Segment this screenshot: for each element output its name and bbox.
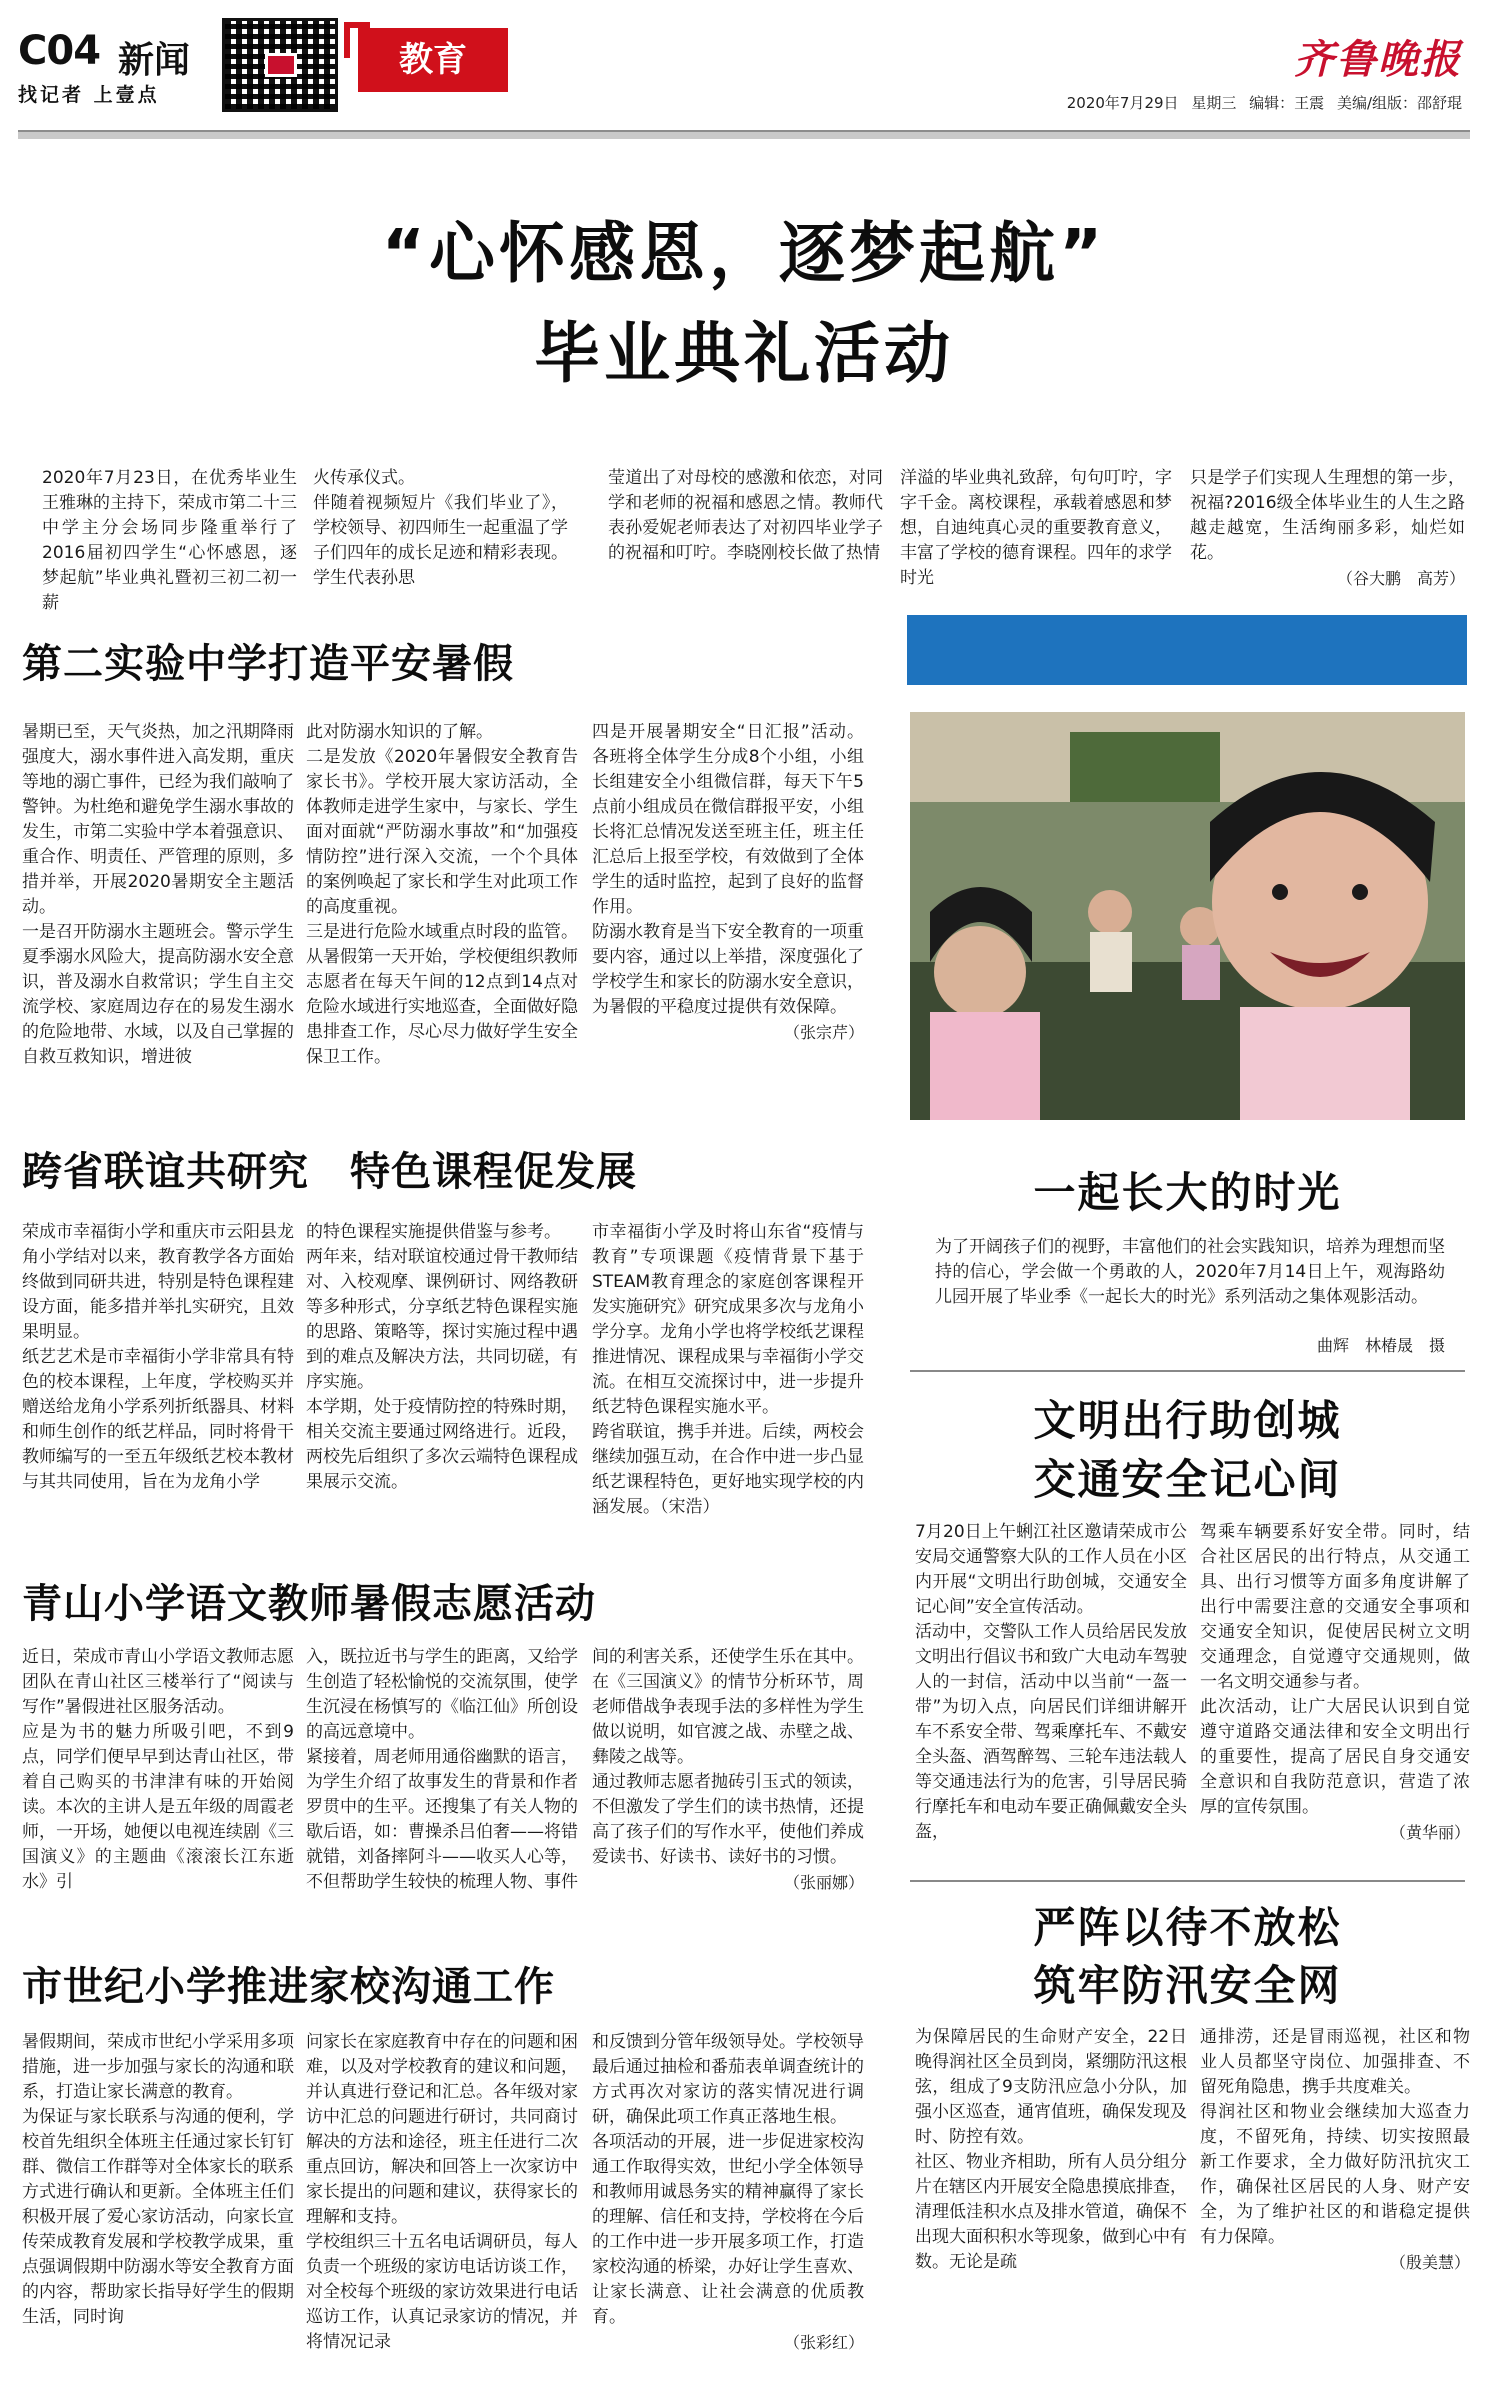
lead-col-3: 莹道出了对母校的感激和依恋，对同学和老师的祝福和感恩之情。教师代表孙爱妮老师表达了对初四毕业学子的祝福和叮咛。李晓刚校长做了热情 <box>608 468 883 563</box>
article2-col-2: 的特色课程实施提供借鉴与参考。 两年来，结对联谊校通过骨干教师结对、入校观摩、课例研讨、网络教研等多种形式，分享纸艺特色课程实施的思路、策略等，探讨实施过程中遇到的难点及解决方法，共同切磋，有序实施。 本学期，处于疫情防控的特殊时期，相关交流主要通过网络进行。近段，两校先后组织了多次云端特色课程成果展示交流。 <box>306 1222 578 1492</box>
article3-col-3-text: 间的利害关系，还使学生乐在其中。在《三国演义》的情节分析环节，周老师借战争表现手法的多样性为学生做以说明，如官渡之战、赤壁之战、彝陵之战等。 通过教师志愿者抛砖引玉式的领读，不但激发了学生们的读书热情，还提高了孩子们的写作水平，使他们养成爱读书、好读书、读好书的习惯。 <box>592 1647 864 1867</box>
article5-col-2-text: 驾乘车辆要系好安全带。同时，结合社区居民的出行特点，从交通工具、出行习惯等方面多角度讲解了出行中需要注意的交通安全事项和交通安全知识，促使居民树立文明交通理念，自觉遵守交通规则，做一名文明交通参与者。 此次活动，让广大居民认识到自觉遵守道路交通法律和安全文明出行的重要性，提高了居民自身交通安全意识和自我防范意识，营造了浓厚的宣传氛围。 <box>1200 1522 1470 1817</box>
photo-story-credit: 曲辉 林椿晟 摄 <box>1316 1336 1445 1355</box>
lead-col-1: 2020年7月23日，在优秀毕业生王雅琳的主持下，荣成市第二十三中学主分会场同步隆重举行了2016届初四学生“心怀感恩，逐梦起航”毕业典礼暨初三初二初一薪 <box>42 468 297 613</box>
photo-story-title: 一起长大的时光 <box>1033 1168 1342 1217</box>
photo-illustration <box>910 712 1465 1120</box>
article6-col-2-text: 通排涝，还是冒雨巡视，社区和物业人员都坚守岗位、加强排查、不留死角隐患，携手共度难关。 得润社区和物业会继续加大巡查力度，不留死角，持续、切实按照最新工作要求，全力做好防汛抗灾工作，确保社区居民的人身、财产安全，为了维护社区的和谐稳定提供有力保障。 <box>1200 2027 1470 2247</box>
article6-title-line2: 筑牢防汛安全网 <box>1033 1961 1342 2010</box>
article6-col-2 <box>1200 2025 1470 2275</box>
lead-col-2 <box>313 466 568 591</box>
masthead-divider <box>18 130 1470 139</box>
article5-byline: （黄华丽） <box>1389 1823 1470 1842</box>
article4-title: 市世纪小学推进家校沟通工作 <box>22 1964 555 2010</box>
lead-title-line2: 毕业典礼活动 <box>534 315 954 392</box>
slogan: 找记者 上壹点 <box>18 84 160 106</box>
article3-col-2: 入，既拉近书与学生的距离，又给学生创造了轻松愉悦的交流氛围，使学生沉浸在杨慎写的《临江仙》所创设的高远意境中。 紧接着，周老师用通俗幽默的语言，为学生介绍了故事发生的背景和作者罗贯中的生平。还搜集了有关人物的歇后语，如：曹操杀吕伯奢——将错就错，刘备摔阿斗——收买人心等，不但帮助学生较快的梳理人物、事件 <box>306 1647 578 1892</box>
designer-credit: 美编/组版：邵舒琨 <box>1336 94 1462 112</box>
article3-col-3 <box>592 1645 864 1895</box>
photo-story-caption: 为了开阔孩子们的视野，丰富他们的社会实践知识，培养为理想而坚持的信心，学会做一个勇敢的人，2020年7月14日上午，观海路幼儿园开展了毕业季《一起长大的时光》系列活动之集体观影活动。 <box>935 1237 1445 1307</box>
dateline <box>1067 92 1462 113</box>
article4-col-1: 暑假期间，荣成市世纪小学采用多项措施，进一步加强与家长的沟通和联系，打造让家长满意的教育。 为保证与家长联系与沟通的便利，学校首先组织全体班主任通过家长钉钉群、微信工作群等对全体家长的联系方式进行确认和更新。全体班主任们积极开展了爱心家访活动，向家长宣传荣成教育发展和学校教学成果，重点强调假期中防溺水等安全教育方面的内容，帮助家长指导好学生的假期生活，同时询 <box>22 2032 294 2327</box>
article5-col-2 <box>1200 1520 1470 1845</box>
article1-col-1: 暑期已至，天气炎热，加之汛期降雨强度大，溺水事件进入高发期，重庆等地的溺亡事件，已经为我们敲响了警钟。为杜绝和避免学生溺水事故的发生，市第二实验中学本着强意识、重合作、明责任、严管理的原则，多措并举，开展2020暑期安全主题活动。 一是召开防溺水主题班会。警示学生夏季溺水风险大，提高防溺水安全意识，普及溺水自救常识；学生自主交流学校、家庭周边存在的易发生溺水的危险地带、水域，以及自己掌握的自救互救知识，增进彼 <box>22 722 294 1067</box>
article1-col-3-text: 四是开展暑期安全“日汇报”活动。各班将全体学生分成8个小组，小组长组建安全小组微信群，每天下午5点前小组成员在微信群报平安，小组长将汇总情况发送至班主任，班主任汇总后上报至学校，有效做到了全体学生的适时监控，起到了良好的监督作用。 防溺水教育是当下安全教育的一项重要内容，通过以上举措，深度强化了学校学生和家长的防溺水安全意识，为暑假的平稳度过提供有效保障。 <box>592 722 864 1017</box>
article5-title-line2: 交通安全记心间 <box>1033 1455 1342 1504</box>
issue-date: 2020年7月29日 <box>1066 94 1179 112</box>
article3-title: 青山小学语文教师暑假志愿活动 <box>22 1581 596 1627</box>
article2-title: 跨省联谊共研究 特色课程促发展 <box>22 1149 637 1195</box>
editor-credit: 编辑：王震 <box>1249 94 1325 112</box>
lead-col-5-text: 只是学子们实现人生理想的第一步，祝福?2016级全体毕业生的人生之路越走越宽，生活绚丽多彩，灿烂如花。 <box>1190 468 1465 563</box>
article6-title-line1: 严阵以待不放松 <box>1033 1903 1342 1952</box>
article3-byline: （张丽娜） <box>783 1873 864 1892</box>
article4-byline: （张彩红） <box>783 2333 864 2352</box>
section-label: 新闻 <box>118 40 191 81</box>
lead-title-line1: “心怀感恩，逐梦起航” <box>381 215 1107 292</box>
lead-col-4: 洋溢的毕业典礼致辞，句句叮咛，字字千金。离校课程，承载着感恩和梦想，自迪纯真心灵的重要教育意义，丰富了学校的德育课程。四年的求学时光 <box>900 468 1172 588</box>
newspaper-logo: 齐鲁晚报 <box>1294 36 1462 83</box>
article1-col-3 <box>592 720 864 1045</box>
lead-byline: （谷大鹏 高芳） <box>1336 569 1465 588</box>
article1-title: 第二实验中学打造平安暑假 <box>22 641 514 687</box>
lead-col-2-text: 火传承仪式。 伴随着视频短片《我们毕业了》，学校领导、初四师生一起重温了学子们四年的成长足迹和精彩表现。学生代表孙思 <box>313 468 568 588</box>
divider <box>910 1880 1465 1882</box>
issue-weekday: 星期三 <box>1191 94 1237 112</box>
article3-col-1: 近日，荣成市青山小学语文教师志愿团队在青山社区三楼举行了“阅读与写作”暑假进社区服务活动。 应是为书的魅力所吸引吧，不到9点，同学们便早早到达青山社区，带着自己购买的书津津有味的开始阅读。本次的主讲人是五年级的周霞老师，一开场，她便以电视连续剧《三国演义》的主题曲《滚滚长江东逝水》引 <box>22 1647 294 1892</box>
article2-col-1: 荣成市幸福街小学和重庆市云阳县龙角小学结对以来，教育教学各方面始终做到同研共进，特别是特色课程建设方面，能多措并举扎实研究，且效果明显。 纸艺艺术是市幸福街小学非常具有特色的校本课程，上年度，学校购买并赠送给龙角小学系列折纸器具、材料和师生创作的纸艺样品，同时将骨干教师编写的一至五年级纸艺校本教材与其共同使用，旨在为龙角小学 <box>22 1222 294 1492</box>
children-photo <box>910 712 1465 1120</box>
divider <box>910 1370 1465 1372</box>
article2-col-3: 市幸福街小学及时将山东省“疫情与教育”专项课题《疫情背景下基于STEAM教育理念的家庭创客课程开发实施研究》研究成果多次与龙角小学分享。龙角小学也将学校纸艺课程推进情况、课程成果与幸福街小学交流。在相互交流探讨中，进一步提升纸艺特色课程实施水平。 跨省联谊，携手并进。后续，两校会继续加强互动，在合作中进一步凸显纸艺课程特色，更好地实现学校的内涵发展。（宋浩） <box>592 1222 864 1517</box>
article6-col-1: 为保障居民的生命财产安全，22日晚得润社区全员到岗，紧绷防汛这根弦，组成了9支防汛应急小分队，加强小区巡查，通宵值班，确保发现及时、防控有效。 社区、物业齐相助，所有人员分组分片在辖区内开展安全隐患摸底排查，清理低洼积水点及排水管道，确保不出现大面积积水等现象，做到心中有数。无论是疏 <box>915 2027 1187 2272</box>
article1-byline: （张宗芹） <box>783 1023 864 1042</box>
article4-col-3 <box>592 2030 864 2355</box>
article4-col-2: 问家长在家庭教育中存在的问题和困难，以及对学校教育的建议和问题，并认真进行登记和汇总。各年级对家访中汇总的问题进行研讨，共同商讨解决的方法和途径，班主任进行二次重点回访，解决和回答上一次家访中家长提出的问题和建议，获得家长的理解和支持。 学校组织三十五名电话调研员，每人负责一个班级的家访电话访谈工作，对全校每个班级的家访效果进行电话巡访工作，认真记录家访的情况，并将情况记录 <box>306 2032 578 2352</box>
article5-col-1: 7月20日上午蜊江社区邀请荣成市公安局交通警察大队的工作人员在小区内开展“文明出行助创城，交通安全记心间”安全宣传活动。 活动中，交警队工作人员给居民发放文明出行倡议书和致广大电动车驾驶人的一封信，活动中以当前“一盔一带”为切入点，向居民们详细讲解开车不系安全带、驾乘摩托车、不戴安全头盔、酒驾醉驾、三轮车违法载人等交通违法行为的危害，引导居民骑行摩托车和电动车要正确佩戴安全头盔， <box>915 1522 1187 1842</box>
qr-code-icon[interactable] <box>222 18 338 112</box>
page-code: C04 <box>18 28 101 74</box>
article6-byline: （殷美慧） <box>1389 2253 1470 2272</box>
article1-col-2: 此对防溺水知识的了解。 二是发放《2020年暑假安全教育告家长书》。学校开展大家访活动，全体教师走进学生家中，与家长、学生面对面就“严防溺水事故”和“加强疫情防控”进行深入交流，一个个具体的案例唤起了家长和学生对此项工作的高度重视。 三是进行危险水域重点时段的监管。从暑假第一天开始，学校便组织教师志愿者在每天午间的12点到14点对危险水域进行实地巡查，全面做好隐患排查工作，尽心尽力做好学生安全保卫工作。 <box>306 722 578 1067</box>
masthead <box>18 18 1470 128</box>
article5-title-line1: 文明出行助创城 <box>1033 1396 1342 1445</box>
decorative-blue-bar <box>907 615 1467 685</box>
section-tab-education: 教育 <box>358 28 508 92</box>
lead-col-5 <box>1190 466 1465 591</box>
article4-col-3-text: 和反馈到分管年级领导处。学校领导最后通过抽检和番茄表单调查统计的方式再次对家访的落实情况进行调研，确保此项工作真正落地生根。 各项活动的开展，进一步促进家校沟通工作取得实效，世纪小学全体领导和教师用诚恳务实的精神赢得了家长的理解、信任和支持，学校将在今后的工作中进一步开展多项工作，打造家校沟通的桥梁，办好让学生喜欢、让家长满意、让社会满意的优质教育。 <box>592 2032 864 2327</box>
